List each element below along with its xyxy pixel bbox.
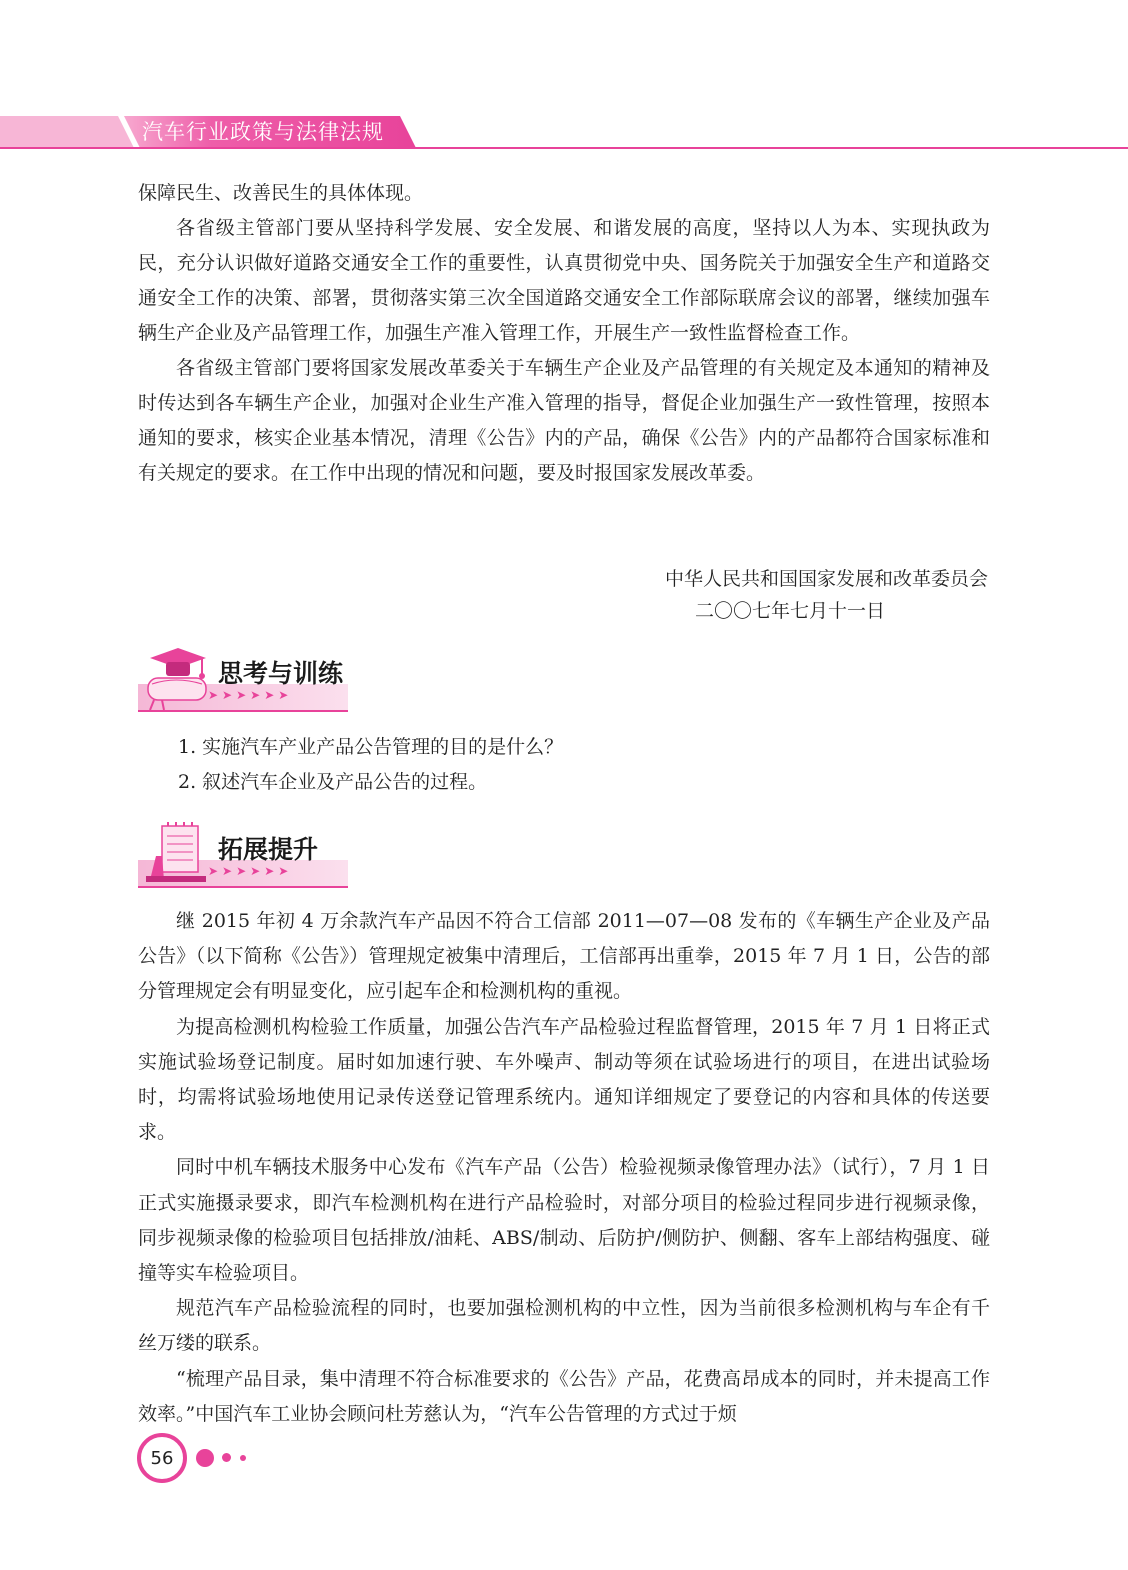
- paragraph: “梳理产品目录，集中清理不符合标准要求的《公告》产品，花费高昂成本的同时，并未提高工作效率。”中国汽车工业协会顾问杜芳慈认为，“汽车公告管理的方式过于烦: [138, 1367, 990, 1425]
- arrow-decoration-icon: ➤➤➤➤➤➤: [208, 864, 293, 878]
- paragraph: 继 2015 年初 4 万余款汽车产品因不符合工信部 2011—07—08 发布的《车辆生产企业及产品公告》（以下简称《公告》）管理规定被集中清理后，工信部再出重拳，2015 年 7 月 1 日，公告的部分管理规定会有明显变化，应引起车企和检测机构的重视。: [138, 910, 990, 1003]
- paragraph: 同时中机车辆技术服务中心发布《汽车产品（公告）检验视频录像管理办法》（试行），7 月 1 日正式实施摄录要求，即汽车检测机构在进行产品检验时，对部分项目的检验过程同步进行视频录像，同步视频录像的检验项目包括排放/油耗、ABS/制动、后防护/侧防护、侧翻、客车上部结构强度、碰撞等实车检验项目。: [138, 1156, 990, 1285]
- paragraph: 各省级主管部门要从坚持科学发展、安全发展、和谐发展的高度，坚持以人为本、实现执政为民，充分认识做好道路交通安全工作的重要性，认真贯彻党中央、国务院关于加强安全生产和道路交通安全工作的决策、部署，贯彻落实第三次全国道路交通安全工作部际联席会议的部署，继续加强车辆生产企业及产品管理工作，加强生产准入管理工作，开展生产一致性监督检查工作。: [138, 217, 990, 344]
- page-dot-icon: [196, 1449, 214, 1467]
- body-top: [138, 176, 990, 491]
- notepad-pen-icon: [142, 820, 214, 892]
- header-rule: [0, 147, 1128, 149]
- list-item: 2. 叙述汽车企业及产品公告的过程。: [178, 771, 488, 793]
- list-item: 1. 实施汽车产业产品公告管理的目的是什么？: [178, 736, 564, 758]
- paragraph: 为提高检测机构检验工作质量，加强公告汽车产品检验过程监督管理，2015 年 7 月 1 日将正式实施试验场登记制度。届时如加速行驶、车外噪声、制动等须在试验场进行的项目，在进出试验场时，均需将试验场地使用记录传送登记管理系统内。通知详细规定了要登记的内容和具体的传送要求。: [138, 1015, 990, 1144]
- signature-date: 二〇〇七年七月十一日: [695, 600, 886, 622]
- paragraph: 保障民生、改善民生的具体体现。: [138, 182, 424, 204]
- page-dot-icon: [240, 1455, 246, 1461]
- paragraph: 各省级主管部门要将国家发展改革委关于车辆生产企业及产品管理的有关规定及本通知的精神及时传达到各车辆生产企业，加强对企业生产准入管理的指导，督促企业加强生产一致性管理，按照本通知的要求，核实企业基本情况，清理《公告》内的产品，确保《公告》内的产品都符合国家标准和有关规定的要求。在工作中出现的情况和问题，要及时报国家发展改革委。: [138, 357, 990, 484]
- arrow-decoration-icon: ➤➤➤➤➤➤: [208, 688, 293, 702]
- question-list: [178, 730, 978, 800]
- graduation-cap-icon: [142, 644, 214, 716]
- header-title: 汽车行业政策与法律法规: [142, 120, 384, 144]
- body-extend: [138, 904, 990, 1432]
- paragraph: 规范汽车产品检验流程的同时，也要加强检测机构的中立性，因为当前很多检测机构与车企有千丝万缕的联系。: [138, 1297, 990, 1355]
- section-title-think: 思考与训练: [218, 659, 344, 688]
- section-title-extend: 拓展提升: [218, 835, 319, 864]
- section-header-think: [138, 644, 353, 716]
- page-number: 56: [137, 1433, 187, 1483]
- section-header-extend: [138, 820, 353, 892]
- signature-org: 中华人民共和国国家发展和改革委员会: [664, 568, 988, 590]
- page-dot-icon: [222, 1453, 231, 1462]
